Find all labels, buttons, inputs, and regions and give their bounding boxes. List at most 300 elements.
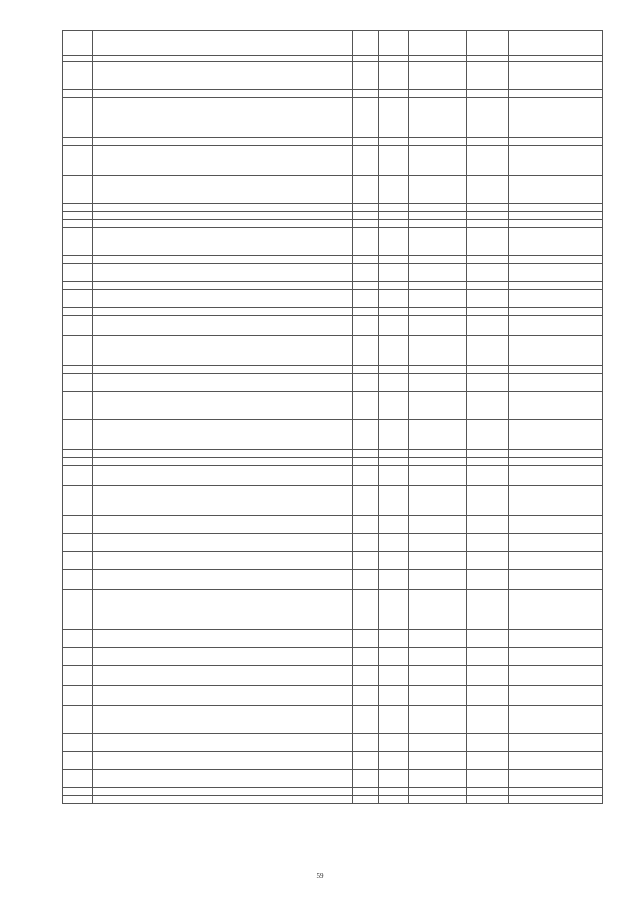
table-cell-c3 [353, 788, 379, 796]
page-number: 59 [316, 872, 324, 880]
table-cell-c6 [467, 392, 509, 420]
table-cell-c5 [409, 264, 467, 282]
table-row [63, 570, 603, 590]
table-cell-c2 [93, 706, 353, 734]
table-cell-c4 [379, 458, 409, 466]
table-row [63, 752, 603, 770]
table-cell-c6 [467, 666, 509, 686]
table-cell-c5 [409, 552, 467, 570]
table-cell-c7 [509, 770, 603, 788]
table-cell-c7 [509, 734, 603, 752]
table-cell-c7 [509, 686, 603, 706]
table-cell-c5 [409, 466, 467, 486]
table-cell-c4 [379, 336, 409, 366]
table-cell-c4 [379, 752, 409, 770]
table-row [63, 374, 603, 392]
table-cell-c4 [379, 146, 409, 176]
table-cell-c4 [379, 552, 409, 570]
table-cell-c3 [353, 316, 379, 336]
table-cell-c3 [353, 590, 379, 630]
table-cell-c1 [63, 308, 93, 316]
header-cell [467, 31, 509, 56]
table-cell-c2 [93, 290, 353, 308]
table-cell-c7 [509, 282, 603, 290]
table-row [63, 176, 603, 204]
table-cell-c3 [353, 392, 379, 420]
table-cell-c1 [63, 62, 93, 90]
table-cell-c3 [353, 706, 379, 734]
table-cell-c4 [379, 570, 409, 590]
table-cell-c4 [379, 220, 409, 228]
table-cell-c1 [63, 420, 93, 450]
table-cell-c4 [379, 138, 409, 146]
table-cell-c6 [467, 686, 509, 706]
table-cell-c1 [63, 392, 93, 420]
table-cell-c2 [93, 552, 353, 570]
table-cell-c4 [379, 516, 409, 534]
table-cell-c3 [353, 146, 379, 176]
table-cell-c1 [63, 366, 93, 374]
table-cell-c7 [509, 308, 603, 316]
table-row [63, 290, 603, 308]
table-cell-c7 [509, 648, 603, 666]
table-cell-c3 [353, 228, 379, 256]
table-row [63, 366, 603, 374]
table-cell-c5 [409, 752, 467, 770]
table-cell-c1 [63, 666, 93, 686]
table-cell-c2 [93, 374, 353, 392]
table-cell-c6 [467, 62, 509, 90]
table-cell-c4 [379, 420, 409, 450]
table-cell-c6 [467, 90, 509, 98]
table-cell-c3 [353, 534, 379, 552]
table-cell-c3 [353, 366, 379, 374]
table-row [63, 630, 603, 648]
table-cell-c4 [379, 212, 409, 220]
table-cell-c1 [63, 450, 93, 458]
table-cell-c5 [409, 256, 467, 264]
header-row [63, 31, 603, 56]
table-cell-c2 [93, 316, 353, 336]
table-cell-c4 [379, 62, 409, 90]
table-cell-c3 [353, 796, 379, 804]
table-row [63, 228, 603, 256]
table-cell-c2 [93, 308, 353, 316]
table-cell-c1 [63, 374, 93, 392]
table-cell-c4 [379, 256, 409, 264]
table-cell-c3 [353, 466, 379, 486]
table-cell-c5 [409, 228, 467, 256]
table-cell-c2 [93, 90, 353, 98]
table-cell-c6 [467, 98, 509, 138]
table-cell-c7 [509, 290, 603, 308]
table-row [63, 420, 603, 450]
table-cell-c5 [409, 308, 467, 316]
table-cell-c6 [467, 450, 509, 458]
table-cell-c3 [353, 686, 379, 706]
table-cell-c2 [93, 62, 353, 90]
table-cell-c1 [63, 516, 93, 534]
table-cell-c3 [353, 220, 379, 228]
table-cell-c3 [353, 308, 379, 316]
table-cell-c3 [353, 648, 379, 666]
table-cell-c7 [509, 264, 603, 282]
table-cell-c7 [509, 552, 603, 570]
table-cell-c4 [379, 590, 409, 630]
table-cell-c3 [353, 264, 379, 282]
table-cell-c1 [63, 220, 93, 228]
table-cell-c3 [353, 552, 379, 570]
table-cell-c2 [93, 392, 353, 420]
table-row [63, 796, 603, 804]
table-cell-c7 [509, 392, 603, 420]
table-cell-c7 [509, 590, 603, 630]
table-row [63, 98, 603, 138]
table-cell-c7 [509, 316, 603, 336]
table-cell-c6 [467, 552, 509, 570]
table-row [63, 788, 603, 796]
table-cell-c6 [467, 256, 509, 264]
table-cell-c2 [93, 788, 353, 796]
table-cell-c5 [409, 734, 467, 752]
table-cell-c5 [409, 458, 467, 466]
table-cell-c4 [379, 648, 409, 666]
table-cell-c7 [509, 516, 603, 534]
table-cell-c4 [379, 316, 409, 336]
table-row [63, 264, 603, 282]
budget-table [62, 30, 603, 804]
table-cell-c1 [63, 706, 93, 734]
table-row [63, 220, 603, 228]
table-row [63, 590, 603, 630]
table-cell-c7 [509, 570, 603, 590]
table-cell-c4 [379, 534, 409, 552]
table-cell-c7 [509, 420, 603, 450]
table-cell-c6 [467, 788, 509, 796]
table-cell-c5 [409, 770, 467, 788]
table-cell-c3 [353, 90, 379, 98]
table-row [63, 466, 603, 486]
table-cell-c3 [353, 770, 379, 788]
table-cell-c7 [509, 752, 603, 770]
table-cell-c3 [353, 176, 379, 204]
table-cell-c2 [93, 770, 353, 788]
table-cell-c3 [353, 734, 379, 752]
table-cell-c1 [63, 212, 93, 220]
table-cell-c1 [63, 534, 93, 552]
table-cell-c2 [93, 420, 353, 450]
table-cell-c5 [409, 336, 467, 366]
table-cell-c1 [63, 552, 93, 570]
table-cell-c4 [379, 176, 409, 204]
table-cell-c5 [409, 420, 467, 450]
table-cell-c2 [93, 176, 353, 204]
table-cell-c1 [63, 734, 93, 752]
table-row [63, 666, 603, 686]
table-cell-c7 [509, 796, 603, 804]
table-cell-c7 [509, 98, 603, 138]
table-cell-c4 [379, 630, 409, 648]
table-row [63, 204, 603, 212]
table-cell-c5 [409, 486, 467, 516]
table-cell-c5 [409, 796, 467, 804]
table-cell-c6 [467, 212, 509, 220]
table-cell-c2 [93, 220, 353, 228]
table-cell-c4 [379, 282, 409, 290]
table-cell-c5 [409, 366, 467, 374]
table-cell-c1 [63, 752, 93, 770]
table-cell-c6 [467, 466, 509, 486]
table-cell-c6 [467, 138, 509, 146]
table-cell-c1 [63, 228, 93, 256]
table-body [63, 62, 603, 804]
table-cell-c7 [509, 666, 603, 686]
table-cell-c6 [467, 458, 509, 466]
table-cell-c3 [353, 752, 379, 770]
table-cell-c2 [93, 458, 353, 466]
table-row [63, 486, 603, 516]
table-row [63, 90, 603, 98]
table-cell-c2 [93, 630, 353, 648]
table-cell-c4 [379, 98, 409, 138]
table-cell-c2 [93, 146, 353, 176]
table-cell-c5 [409, 290, 467, 308]
table-cell-c5 [409, 176, 467, 204]
table-cell-c5 [409, 146, 467, 176]
table-cell-c2 [93, 590, 353, 630]
table-cell-c6 [467, 706, 509, 734]
table-cell-c4 [379, 686, 409, 706]
table-cell-c5 [409, 666, 467, 686]
table-cell-c2 [93, 366, 353, 374]
table-cell-c3 [353, 458, 379, 466]
table-row [63, 686, 603, 706]
table-cell-c7 [509, 204, 603, 212]
table-cell-c7 [509, 220, 603, 228]
table-cell-c4 [379, 366, 409, 374]
table-cell-c2 [93, 466, 353, 486]
table-cell-c7 [509, 146, 603, 176]
table-cell-c4 [379, 770, 409, 788]
table-cell-c5 [409, 686, 467, 706]
table-cell-c5 [409, 282, 467, 290]
table-cell-c5 [409, 204, 467, 212]
table-cell-c2 [93, 256, 353, 264]
table-cell-c7 [509, 788, 603, 796]
table-cell-c2 [93, 666, 353, 686]
table-row [63, 516, 603, 534]
table-cell-c6 [467, 516, 509, 534]
table-cell-c3 [353, 138, 379, 146]
table-cell-c4 [379, 308, 409, 316]
table-row [63, 336, 603, 366]
table-cell-c7 [509, 706, 603, 734]
table-cell-c4 [379, 204, 409, 212]
table-cell-c6 [467, 228, 509, 256]
table-cell-c5 [409, 392, 467, 420]
table-cell-c3 [353, 256, 379, 264]
table-cell-c7 [509, 534, 603, 552]
table-cell-c6 [467, 590, 509, 630]
table-cell-c2 [93, 228, 353, 256]
table-cell-c7 [509, 256, 603, 264]
table-cell-c4 [379, 486, 409, 516]
table-cell-c1 [63, 256, 93, 264]
header-cell [379, 31, 409, 56]
table-row [63, 534, 603, 552]
table-cell-c3 [353, 450, 379, 458]
table-cell-c5 [409, 788, 467, 796]
header-cell [509, 31, 603, 56]
table-row [63, 212, 603, 220]
table-cell-c1 [63, 570, 93, 590]
table-cell-c1 [63, 204, 93, 212]
table-cell-c1 [63, 98, 93, 138]
table-row [63, 308, 603, 316]
header-cell [63, 31, 93, 56]
table-cell-c5 [409, 590, 467, 630]
table-cell-c6 [467, 796, 509, 804]
table-cell-c1 [63, 770, 93, 788]
table-cell-c3 [353, 630, 379, 648]
table-row [63, 282, 603, 290]
table-cell-c4 [379, 290, 409, 308]
table-cell-c5 [409, 374, 467, 392]
table-cell-c2 [93, 686, 353, 706]
table-cell-c5 [409, 220, 467, 228]
table-cell-c3 [353, 374, 379, 392]
header-cell [353, 31, 379, 56]
table-cell-c7 [509, 466, 603, 486]
table-cell-c2 [93, 212, 353, 220]
table-cell-c5 [409, 706, 467, 734]
table-cell-c4 [379, 788, 409, 796]
table-cell-c3 [353, 62, 379, 90]
table-cell-c7 [509, 138, 603, 146]
table-row [63, 450, 603, 458]
table-cell-c1 [63, 264, 93, 282]
table-cell-c2 [93, 264, 353, 282]
table-row [63, 62, 603, 90]
table-row [63, 552, 603, 570]
table-cell-c3 [353, 204, 379, 212]
table-cell-c5 [409, 98, 467, 138]
table-cell-c2 [93, 516, 353, 534]
table-row [63, 706, 603, 734]
table-cell-c7 [509, 458, 603, 466]
table-cell-c6 [467, 648, 509, 666]
table-cell-c6 [467, 366, 509, 374]
table-cell-c1 [63, 90, 93, 98]
table-cell-c6 [467, 486, 509, 516]
table-cell-c3 [353, 290, 379, 308]
table-cell-c7 [509, 374, 603, 392]
table-row [63, 392, 603, 420]
table-cell-c6 [467, 264, 509, 282]
table-cell-c6 [467, 374, 509, 392]
table-cell-c1 [63, 176, 93, 204]
table-cell-c7 [509, 90, 603, 98]
table-cell-c1 [63, 630, 93, 648]
table-cell-c6 [467, 316, 509, 336]
table-cell-c5 [409, 450, 467, 458]
table-cell-c5 [409, 570, 467, 590]
table-cell-c3 [353, 282, 379, 290]
table-cell-c5 [409, 316, 467, 336]
table-cell-c4 [379, 734, 409, 752]
table-cell-c7 [509, 630, 603, 648]
table-cell-c4 [379, 228, 409, 256]
table-cell-c5 [409, 630, 467, 648]
table-row [63, 734, 603, 752]
table-cell-c3 [353, 98, 379, 138]
table-cell-c6 [467, 220, 509, 228]
table-row [63, 146, 603, 176]
table-cell-c5 [409, 62, 467, 90]
table-cell-c2 [93, 98, 353, 138]
table-cell-c6 [467, 534, 509, 552]
table-row [63, 138, 603, 146]
table-cell-c7 [509, 450, 603, 458]
table-cell-c3 [353, 666, 379, 686]
table-cell-c7 [509, 336, 603, 366]
table-cell-c2 [93, 450, 353, 458]
table-row [63, 458, 603, 466]
table-cell-c2 [93, 796, 353, 804]
table-cell-c3 [353, 212, 379, 220]
table-cell-c6 [467, 752, 509, 770]
table-cell-c3 [353, 420, 379, 450]
table-cell-c1 [63, 590, 93, 630]
table-cell-c2 [93, 282, 353, 290]
table-cell-c4 [379, 392, 409, 420]
table-cell-c6 [467, 282, 509, 290]
header-cell [93, 31, 353, 56]
table-cell-c1 [63, 138, 93, 146]
table-row [63, 256, 603, 264]
table-cell-c6 [467, 336, 509, 366]
header-cell [409, 31, 467, 56]
table-cell-c1 [63, 788, 93, 796]
table-cell-c1 [63, 686, 93, 706]
table-cell-c6 [467, 570, 509, 590]
table-cell-c4 [379, 796, 409, 804]
table-cell-c1 [63, 486, 93, 516]
table-cell-c3 [353, 570, 379, 590]
table-cell-c4 [379, 90, 409, 98]
table-cell-c1 [63, 290, 93, 308]
table-cell-c7 [509, 366, 603, 374]
table-cell-c6 [467, 290, 509, 308]
table-cell-c1 [63, 146, 93, 176]
table-cell-c1 [63, 466, 93, 486]
table-cell-c2 [93, 648, 353, 666]
table-cell-c1 [63, 458, 93, 466]
table-cell-c2 [93, 534, 353, 552]
table-cell-c7 [509, 228, 603, 256]
table-cell-c6 [467, 176, 509, 204]
table-cell-c5 [409, 212, 467, 220]
table-cell-c7 [509, 176, 603, 204]
table-cell-c6 [467, 308, 509, 316]
table-cell-c5 [409, 534, 467, 552]
table-cell-c5 [409, 516, 467, 534]
table-cell-c6 [467, 146, 509, 176]
table-cell-c4 [379, 666, 409, 686]
table-cell-c3 [353, 516, 379, 534]
table-cell-c4 [379, 264, 409, 282]
table-cell-c2 [93, 204, 353, 212]
